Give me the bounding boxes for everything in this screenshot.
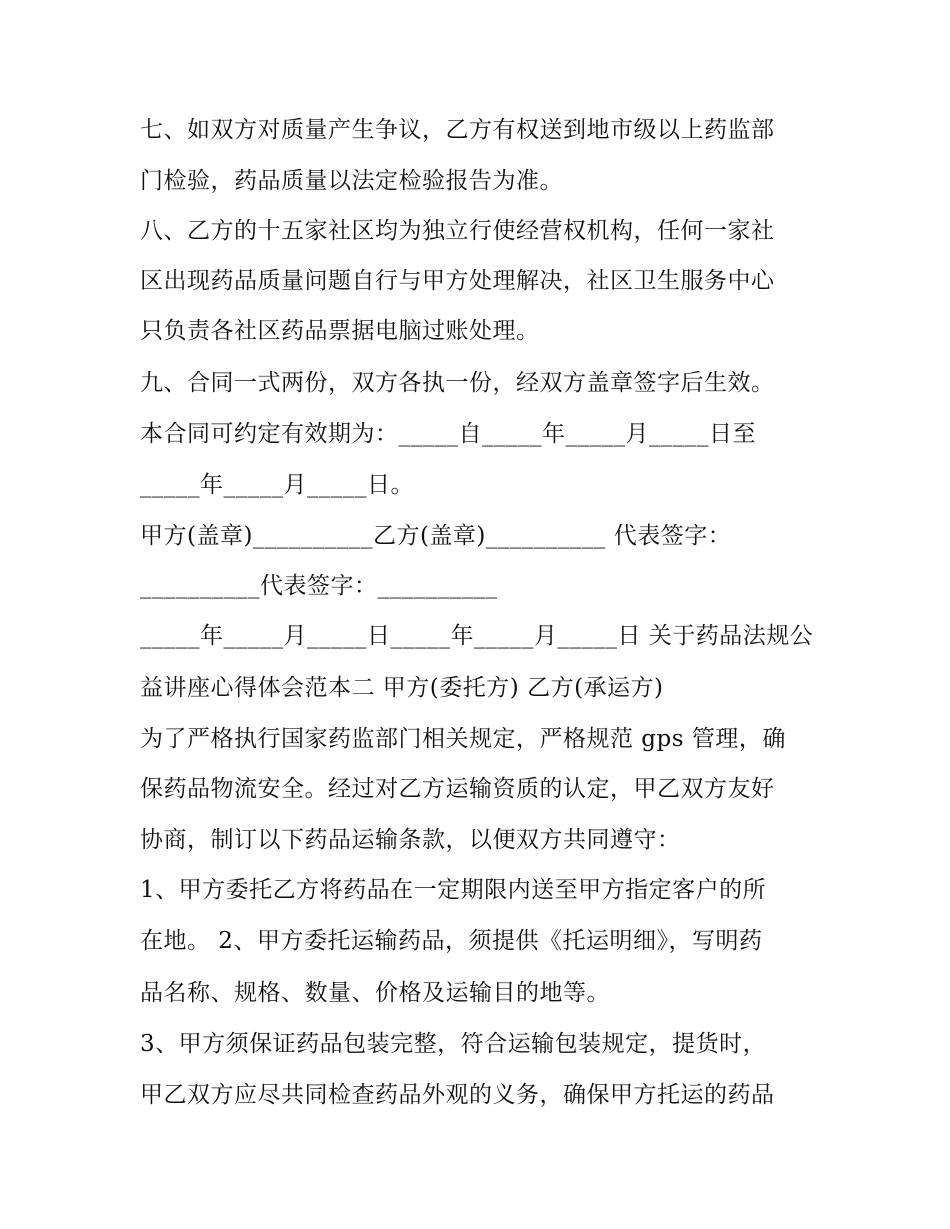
text-line: 甲乙双方应尽共同检查药品外观的义务，确保甲方托运的药品: [140, 1082, 775, 1108]
text-line: 为了严格执行国家药监部门相关规定，严格规范 gps 管理，确: [140, 726, 786, 752]
text-line: 1、甲方委托乙方将药品在一定期限内送至甲方指定客户的所: [140, 877, 767, 903]
text-line: _____年_____月_____日_____年_____月_____日 关于药品法规公: [140, 623, 814, 649]
text-line: _____年_____月_____日。: [140, 472, 414, 498]
text-line: 3、甲方须保证药品包装完整，符合运输包装规定，提货时，: [140, 1031, 767, 1057]
text-line: 保药品物流安全。经过对乙方运输资质的认定，甲乙双方友好: [140, 776, 775, 802]
text-line: 八、乙方的十五家社区均为独立行使经营权机构，任何一家社: [140, 218, 775, 244]
text-line: 益讲座心得体会范本二 甲方(委托方) 乙方(承运方): [140, 675, 664, 701]
text-line: 协商，制订以下药品运输条款，以便双方共同遵守：: [140, 827, 681, 853]
text-line: 门检验，药品质量以法定检验报告为准。: [140, 168, 563, 194]
text-line: 区出现药品质量问题自行与甲方处理解决，社区卫生服务中心: [140, 268, 775, 294]
text-line: __________代表签字：__________: [140, 573, 498, 599]
text-line: 在地。 2、甲方委托运输药品，须提供《托运明细》，写明药: [140, 928, 763, 954]
text-line: 九、合同一式两份，双方各执一份，经双方盖章签字后生效。: [140, 370, 775, 396]
text-line: 只负责各社区药品票据电脑过账处理。: [140, 318, 540, 344]
text-line: 七、如双方对质量产生争议，乙方有权送到地市级以上药监部: [140, 117, 775, 143]
text-line: 品名称、规格、数量、价格及运输目的地等。: [140, 980, 610, 1006]
text-line: 甲方(盖章)__________乙方(盖章)__________ 代表签字：: [140, 523, 732, 549]
text-line: 本合同可约定有效期为：_____自_____年_____月_____日至: [140, 421, 756, 447]
